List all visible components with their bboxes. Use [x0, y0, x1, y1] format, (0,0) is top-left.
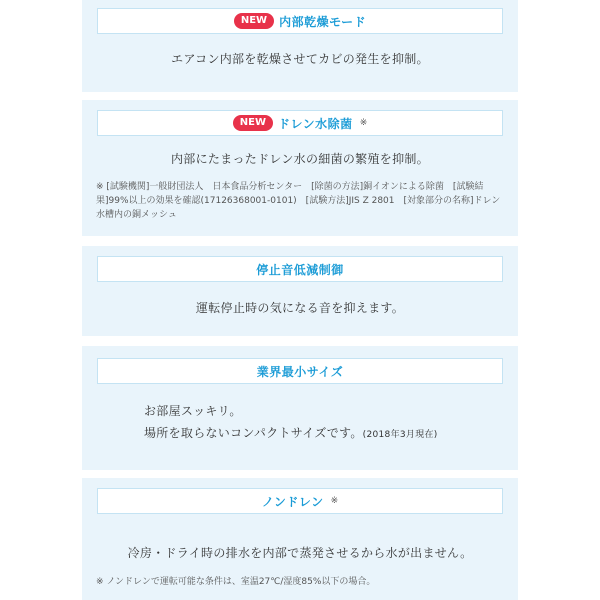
- feature-card-internal-dry: [82, 0, 518, 92]
- feature-title-bar: [97, 358, 503, 384]
- feature-description: エアコン内部を乾燥させてカビの発生を抑制。: [171, 52, 429, 66]
- date-note: (2018年3月現在): [362, 430, 438, 440]
- feature-description-text: 場所を取らないコンパクトサイズです。: [144, 426, 363, 440]
- feature-card-non-drain: [82, 478, 518, 600]
- feature-card-drain-sterilization: [82, 100, 518, 236]
- feature-title: 業界最小サイズ: [256, 364, 344, 379]
- feature-description: 内部にたまったドレン水の細菌の繁殖を抑制。: [170, 152, 429, 166]
- feature-card-stop-noise: [82, 246, 518, 336]
- feature-title-bar: [97, 8, 503, 34]
- feature-footnote: ※ ノンドレンで運転可能な条件は、室温27℃/湿度85%以下の場合。: [96, 577, 376, 587]
- feature-description: [144, 400, 438, 446]
- new-badge: NEW: [233, 115, 273, 131]
- feature-description: 冷房・ドライ時の排水を内部で蒸発させるから水が出ません。: [127, 546, 473, 560]
- feature-title: ドレン水除菌: [277, 116, 353, 131]
- feature-title-bar: [97, 110, 503, 136]
- feature-description: 運転停止時の気になる音を抑えます。: [195, 301, 405, 315]
- feature-description-line: [144, 422, 438, 446]
- feature-title: 停止音低減制御: [256, 262, 344, 277]
- feature-footnote: ※ [試験機関]一般財団法人 日本食品分析センター [除菌の方法]銅イオンによる除菌 [試験結果]99%以上の効果を確認(17126368001-0101) [試験方法]JIS Z 2801 [対象部分の名称]ドレン水槽内の銅メッシュ: [96, 182, 501, 220]
- feature-title: 内部乾燥モード: [279, 14, 367, 29]
- feature-title-bar: [97, 488, 503, 514]
- feature-description-line: お部屋スッキリ。: [144, 404, 242, 418]
- new-badge: NEW: [234, 13, 274, 29]
- footnote-marker: ※: [330, 496, 339, 506]
- feature-title-bar: [97, 256, 503, 282]
- feature-title: ノンドレン: [261, 494, 324, 509]
- footnote-marker: ※: [359, 118, 368, 128]
- feature-card-compact-size: [82, 346, 518, 470]
